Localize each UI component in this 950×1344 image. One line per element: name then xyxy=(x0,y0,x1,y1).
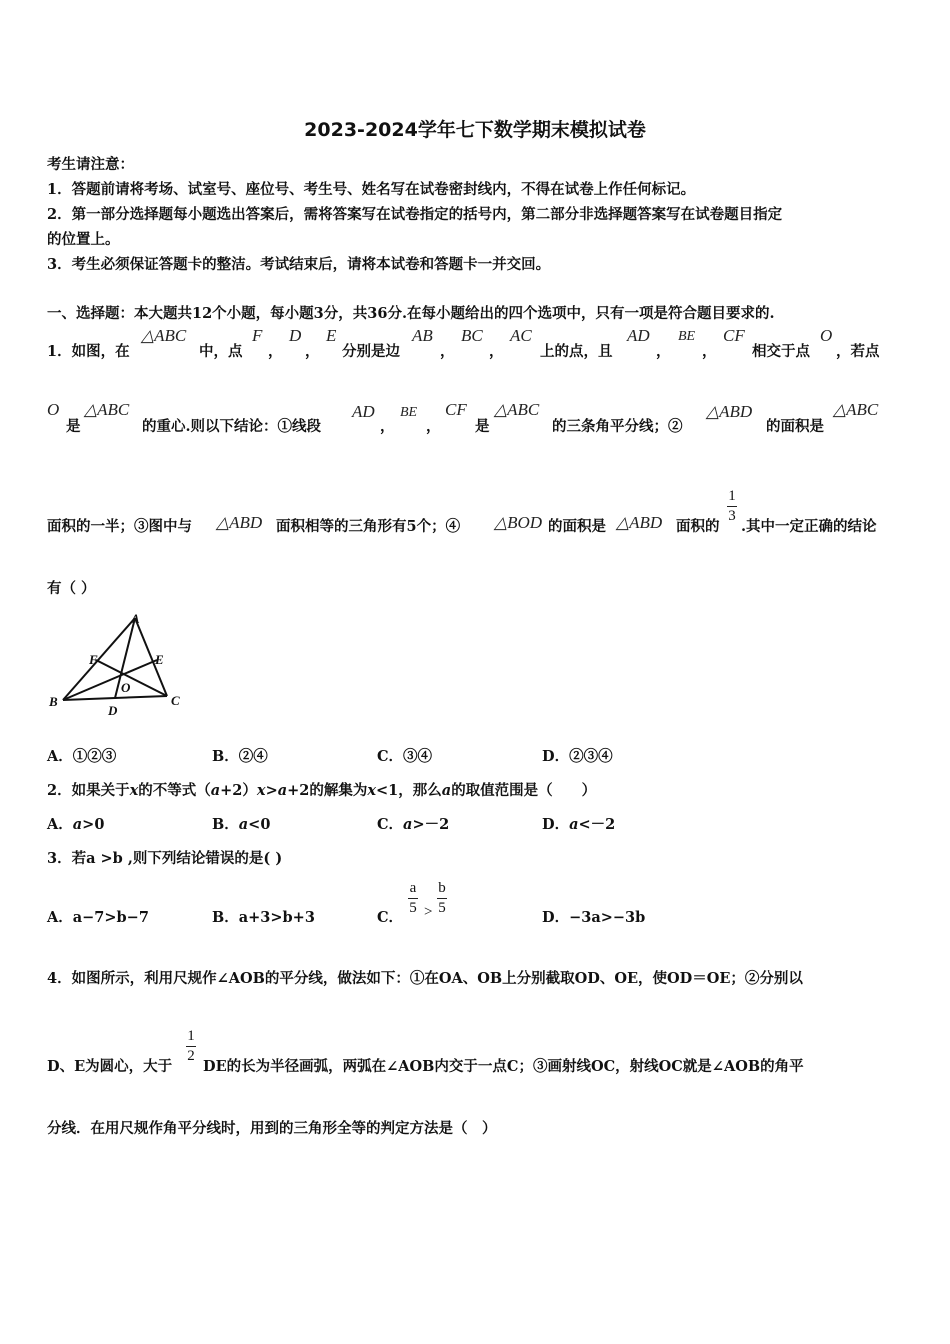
question-4-line-3: 分线．在用尺规作角平分线时，用到的三角形全等的判定方法是（ ） xyxy=(47,1120,497,1137)
label-b: B xyxy=(49,694,58,709)
section-heading: 一、选择题：本大题共12个小题，每小题3分，共36分.在每小题给出的四个选项中，只有一项是符合题目要求的. xyxy=(47,305,775,322)
label-c: C xyxy=(171,693,180,708)
label-d: D xyxy=(108,703,118,718)
question-3-stem: 3．若a >b ,则下列结论错误的是( ) xyxy=(47,850,283,867)
q2-option-c[interactable]: C．a>－2 xyxy=(377,816,450,833)
question-4-line-1: 4．如图所示，利用尺规作∠AOB的平分线，做法如下：①在OA、OB上分别截取OD、OE，使OD＝OE；②分别以 xyxy=(47,970,803,987)
q3-option-a[interactable]: A．a−7>b−7 xyxy=(47,909,149,926)
fraction-one-third: 1 3 xyxy=(728,488,736,524)
triangle-figure xyxy=(45,608,195,720)
page-title: 2023-2024学年七下数学期末模拟试卷 xyxy=(304,119,646,141)
q1-option-b[interactable]: B．②④ xyxy=(212,748,268,765)
notice-item-2: 2．第一部分选择题每小题选出答案后，需将答案写在试卷指定的括号内，第二部分非选择题答案写在试卷题目指定 xyxy=(47,206,783,223)
notice-item-3: 3．考生必须保证答题卡的整洁。考试结束后，请将本试卷和答题卡一并交回。 xyxy=(47,256,551,273)
notice-item-2-cont: 的位置上。 xyxy=(47,231,120,248)
q3-option-b[interactable]: B．a+3>b+3 xyxy=(212,909,315,926)
q1-option-d[interactable]: D．②③④ xyxy=(542,748,613,765)
question-1-line-4: 有（ ） xyxy=(47,580,96,597)
q1-option-a[interactable]: A．①②③ xyxy=(47,748,117,765)
q3-option-d[interactable]: D．−3a>−3b xyxy=(542,909,646,926)
question-2-stem: 2．如果关于x的不等式（a+2）x>a+2的解集为x<1，那么a的取值范围是（ ） xyxy=(47,782,597,799)
q2-option-a[interactable]: A．a>0 xyxy=(47,816,105,833)
notice-heading: 考生请注意： xyxy=(47,156,134,173)
label-o: O xyxy=(121,680,131,695)
label-a: A xyxy=(131,611,140,626)
q2-option-d[interactable]: D．a<－2 xyxy=(542,816,616,833)
q1-option-c[interactable]: C．③④ xyxy=(377,748,433,765)
fraction-one-half: 1 2 xyxy=(187,1028,195,1064)
label-f: F xyxy=(89,652,98,667)
notice-item-1: 1．答题前请将考场、试室号、座位号、考生号、姓名写在试卷密封线内，不得在试卷上作任何标记。 xyxy=(47,181,696,198)
q2-option-b[interactable]: B．a<0 xyxy=(212,816,271,833)
label-e: E xyxy=(155,652,164,667)
